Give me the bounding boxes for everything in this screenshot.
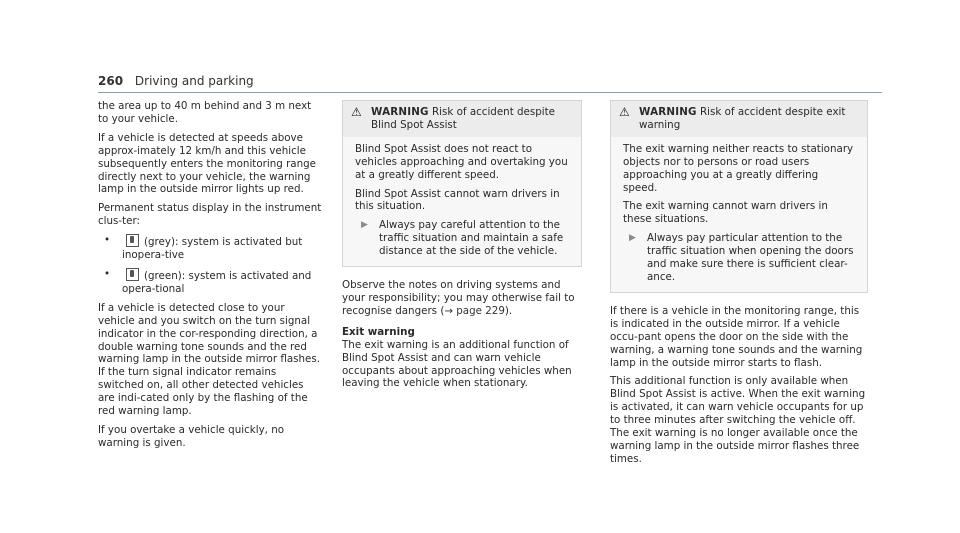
list-item-text: (green): system is activated and opera-tional bbox=[122, 269, 312, 295]
warning-title: Risk of accident despite exit warning bbox=[639, 106, 846, 131]
list-item bbox=[98, 268, 322, 296]
paragraph: If you overtake a vehicle quickly, no warning is given. bbox=[98, 423, 285, 449]
list-item bbox=[98, 234, 322, 262]
warning-triangle-icon: ⚠ bbox=[351, 105, 362, 119]
column-3 bbox=[610, 100, 868, 472]
warning-label: WARNING bbox=[371, 106, 429, 118]
blind-spot-sensor-icon bbox=[126, 268, 139, 281]
instruction-step bbox=[355, 219, 569, 258]
bullet-dot: • bbox=[104, 234, 111, 247]
paragraph: The exit warning cannot warn drivers in these situations. bbox=[623, 200, 828, 226]
paragraph: If a vehicle is detected close to your vehicle and you switch on the turn signal indicator in the cor-responding direction, a double warning tone sounds and the red warning lamp in the outside mirror flashes. If the turn signal indicator remains switched on, all other detected vehicles are indi-cated only by the flashing of the red warning lamp. bbox=[98, 301, 320, 418]
step-arrow-icon: ▶ bbox=[629, 233, 636, 244]
step-text: Always pay careful attention to the traffic situation and maintain a safe distance at the side of the vehicle. bbox=[379, 219, 564, 258]
paragraph: The exit warning neither reacts to stationary objects nor to persons or road users approaching you at a greatly differing speed. bbox=[623, 142, 854, 194]
step-arrow-icon: ▶ bbox=[361, 220, 368, 231]
warning-header bbox=[611, 101, 867, 137]
step-text: Always pay particular attention to the traffic situation when opening the doors and make sure there is sufficient clear-ance. bbox=[647, 232, 854, 283]
paragraph: The exit warning is an additional function of Blind Spot Assist and can warn vehicle occupants about approaching vehicles when leaving the vehicle when stationary. bbox=[342, 338, 572, 390]
subheading: Exit warning bbox=[342, 325, 415, 338]
paragraph: the area up to 40 m behind and 3 m next to your vehicle. bbox=[98, 100, 312, 125]
warning-header bbox=[343, 101, 581, 137]
paragraph: If there is a vehicle in the monitoring range, this is indicated in the outside mirror. If a vehicle occu-pant opens the door on the side with the warning, a warning tone sounds and the warning lamp in the outside mirror starts to flash. bbox=[610, 304, 863, 369]
list-item-text: (grey): system is activated but inopera-tive bbox=[122, 236, 303, 262]
page-number: 260 bbox=[98, 74, 124, 88]
warning-label: WARNING bbox=[639, 106, 697, 118]
paragraph: If a vehicle is detected at speeds above approx-imately 12 km/h and this vehicle subsequently enters the monitoring range directly next to your vehicle, the warning lamp in the outside mirror lights up red. bbox=[98, 131, 317, 196]
paragraph-text: Observe the notes on driving systems and your responsibility; you may otherwise fail to recognise dangers ( bbox=[342, 279, 575, 317]
paragraph: Blind Spot Assist does not react to vehicles approaching and overtaking you at a greatly different speed. bbox=[355, 142, 568, 181]
blind-spot-sensor-icon bbox=[126, 234, 139, 247]
section-title: Driving and parking bbox=[134, 74, 254, 88]
warning-triangle-icon: ⚠ bbox=[619, 105, 630, 119]
warning-title: Risk of accident despite Blind Spot Assist bbox=[371, 106, 556, 131]
warning-box bbox=[610, 100, 868, 293]
instruction-step bbox=[623, 232, 855, 284]
warning-body bbox=[343, 137, 581, 266]
warning-box bbox=[342, 100, 582, 267]
paragraph: Permanent status display in the instrument clus-ter: bbox=[98, 202, 322, 228]
paragraph: This additional function is only available when Blind Spot Assist is active. When the exit warning is activated, it can warn vehicle occupants for up to three minutes after switching the vehicle off. The exit warning is no longer available once the warning lamp in the outside mirror flashes three times. bbox=[610, 375, 866, 465]
bullet-dot: • bbox=[104, 267, 111, 280]
paragraph: Blind Spot Assist cannot warn drivers in this situation. bbox=[355, 187, 560, 213]
paragraph-text: ). bbox=[504, 304, 513, 317]
header-rule bbox=[98, 92, 882, 93]
paragraph bbox=[342, 279, 582, 318]
warning-body bbox=[611, 137, 867, 292]
column-1 bbox=[98, 100, 322, 456]
page-header bbox=[98, 74, 254, 88]
page-reference-link[interactable]: → page 229 bbox=[444, 304, 505, 317]
column-2 bbox=[342, 100, 582, 396]
